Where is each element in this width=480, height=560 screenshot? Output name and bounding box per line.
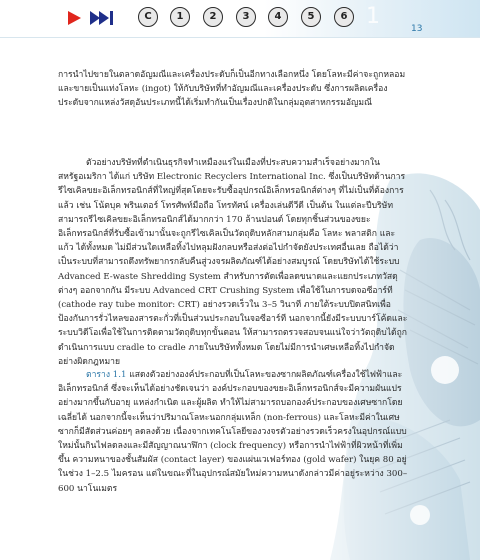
body-paragraph [58,368,410,496]
paragraph-text: ตัวอย่างบริษัทที่ดำเนินธุรกิจทำเหมืองแร่ในเมืองที่ประสบความสำเร็จอย่างมากในสหรัฐอเมริกา ได้แก่ บริษัท Electronic Recyclers International Inc. ซึ่งเป็นบริษัทด้านการรีไซเคิลขยะอิเล็กทรอนิกส์ที่ใหญ่ที่สุดโดยจะรับซื้ออุปกรณ์อิเล็กทรอนิกส์ต่างๆ ที่ไม่เป็นที่ต้องการแล้ว เช่น โน้ตบุค พรินเตอร์ โทรศัพท์มือถือ โทรทัศน์ เครื่องเล่นดีวีดี เป็นต้น ในแต่ละปีบริษัทสามารถรีไซเคิลขยะอิเล็กทรอนิกส์ได้มากกว่า 170 ล้านปอนด์ โดยทุกชิ้นส่วนของขยะอิเล็กทรอนิกส์ที่รับซื้อเข้ามานั้นจะถูกรีไซเคิลเป็นวัตถุดิบหลักสามกลุ่มคือ โลหะ พลาสติก และแก้ว ได้ทั้งหมด ไม่มีส่วนใดเหลือทิ้งไปหลุมฝังกลบหรือส่งต่อไปกำจัดยังประเทศอื่นเลย ถือได้ว่าเป็นระบบที่สามารถดึงทรัพยากรกลับคืนสู่วงจรผลิตภัณฑ์ได้อย่างสมบูรณ์ โดยบริษัทได้ใช้ระบบ Advanced E-waste Shredding System สำหรับการตัดเพื่อลดขนาดและแยกประเภทวัสดุต่างๆ ออกจากกัน มีระบบ Advanced CRT Crushing System เพื่อใช้ในการบดจอซีอาร์ที (cathode ray tube monitor: CRT) อย่างรวดเร็วใน 3–5 วินาที ภายใต้ระบบปิดสนิทเพื่อป้องกันการรั่วไหลของสารตะกั่วที่เป็นส่วนประกอบในจอซีอาร์ที นอกจากนี้ยังมีระบบบาร์โค้ดและระบบวิดีโอเพื่อใช้ในการติดตามวัตถุดิบทุกขั้นตอน ให้สามารถตรวจสอบจนแน่ใจว่าวัตถุดิบได้ถูกดำเนินการแบบ cradle to cradle ภายในบริษัททั้งหมด โดยไม่มีการนำเศษเหลือทิ้งไปกำจัดอย่างผิดกฎหมาย [58,158,408,367]
nav-chapter-6[interactable]: 6 [334,7,354,27]
nav-chapter-5[interactable]: 5 [301,7,321,27]
body-paragraph [58,68,410,111]
play-icon[interactable] [68,11,81,25]
page-number: 13 [411,24,423,34]
body-paragraph [58,156,410,369]
nav-chapter-4[interactable]: 4 [268,7,288,27]
paragraph-text: การนำไปขายในตลาดอัญมณีและเครื่องประดับก็เป็นอีกทางเลือกหนึ่ง โดยโลหะมีค่าจะถูกหลอมและขายเป็นแท่งโลหะ (ingot) ให้กับบริษัทที่ทำอัญมณีและเครื่องประดับ ซึ่งการผลิตเครื่องประดับจากแหล่งวัสดุอันประเภทนี้ได้เริ่มทำกันเป็นเรื่องปกติในกลุ่มอุตสาหกรรมอัญมณี [58,70,406,109]
nav-chapter-3[interactable]: 3 [236,7,256,27]
header-divider [0,37,480,38]
fast-forward-icon[interactable] [90,11,114,25]
table-reference-link[interactable]: ตาราง 1.1 [86,370,127,380]
nav-chapter-2[interactable]: 2 [203,7,223,27]
nav-chapter-1[interactable]: 1 [170,7,190,27]
paragraph-text: แสดงตัวอย่างองค์ประกอบที่เป็นโลหะของซากผลิตภัณฑ์เครื่องใช้ไฟฟ้าและอิเล็กทรอนิกส์ ซึ่งจะเห็นได้อย่างชัดเจนว่า องค์ประกอบของขยะอิเล็กทรอนิกส์จะมีความผันแปรอย่างมากขึ้นกับอายุ แหล่งกำเนิด และผู้ผลิต ทำให้ไม่สามารถบอกองค์ประกอบของเศษซากโดยเฉลี่ยได้ นอกจากนี้จะเห็นว่าปริมาณโลหะนอกกลุ่มเหล็ก (non-ferrous) และโลหะมีค่าในเศษซากก็มีสัดส่วนค่อยๆ ลดลงด้วย เนื่องจากเทคโนโลยีของวงจรตัวอย่างรวดเร็วครงในอุปกรณ์แบบใหม่นั้นกินไฟลดลงและมีสัญญาณนาฬิกา (clock frequency) หรือการนำไฟฟ้าที่ผิวหน้าที่เพิ่มขึ้น ความหนาของชั้นสัมผัส (contact layer) ของแผ่นเวเฟอร์ทอง (gold wafer) ในยุค 80 อยู่ในช่วง 1–2.5 ไมครอน แต่ในขณะที่ในอุปกรณ์สมัยใหม่ความหนาดังกล่าวมีค่าอยู่ระหว่าง 300–600 นาโนเมตร [58,370,408,494]
nav-chapter-c[interactable]: C [138,7,158,27]
decorative-chapter-digit: 1 [366,4,380,29]
